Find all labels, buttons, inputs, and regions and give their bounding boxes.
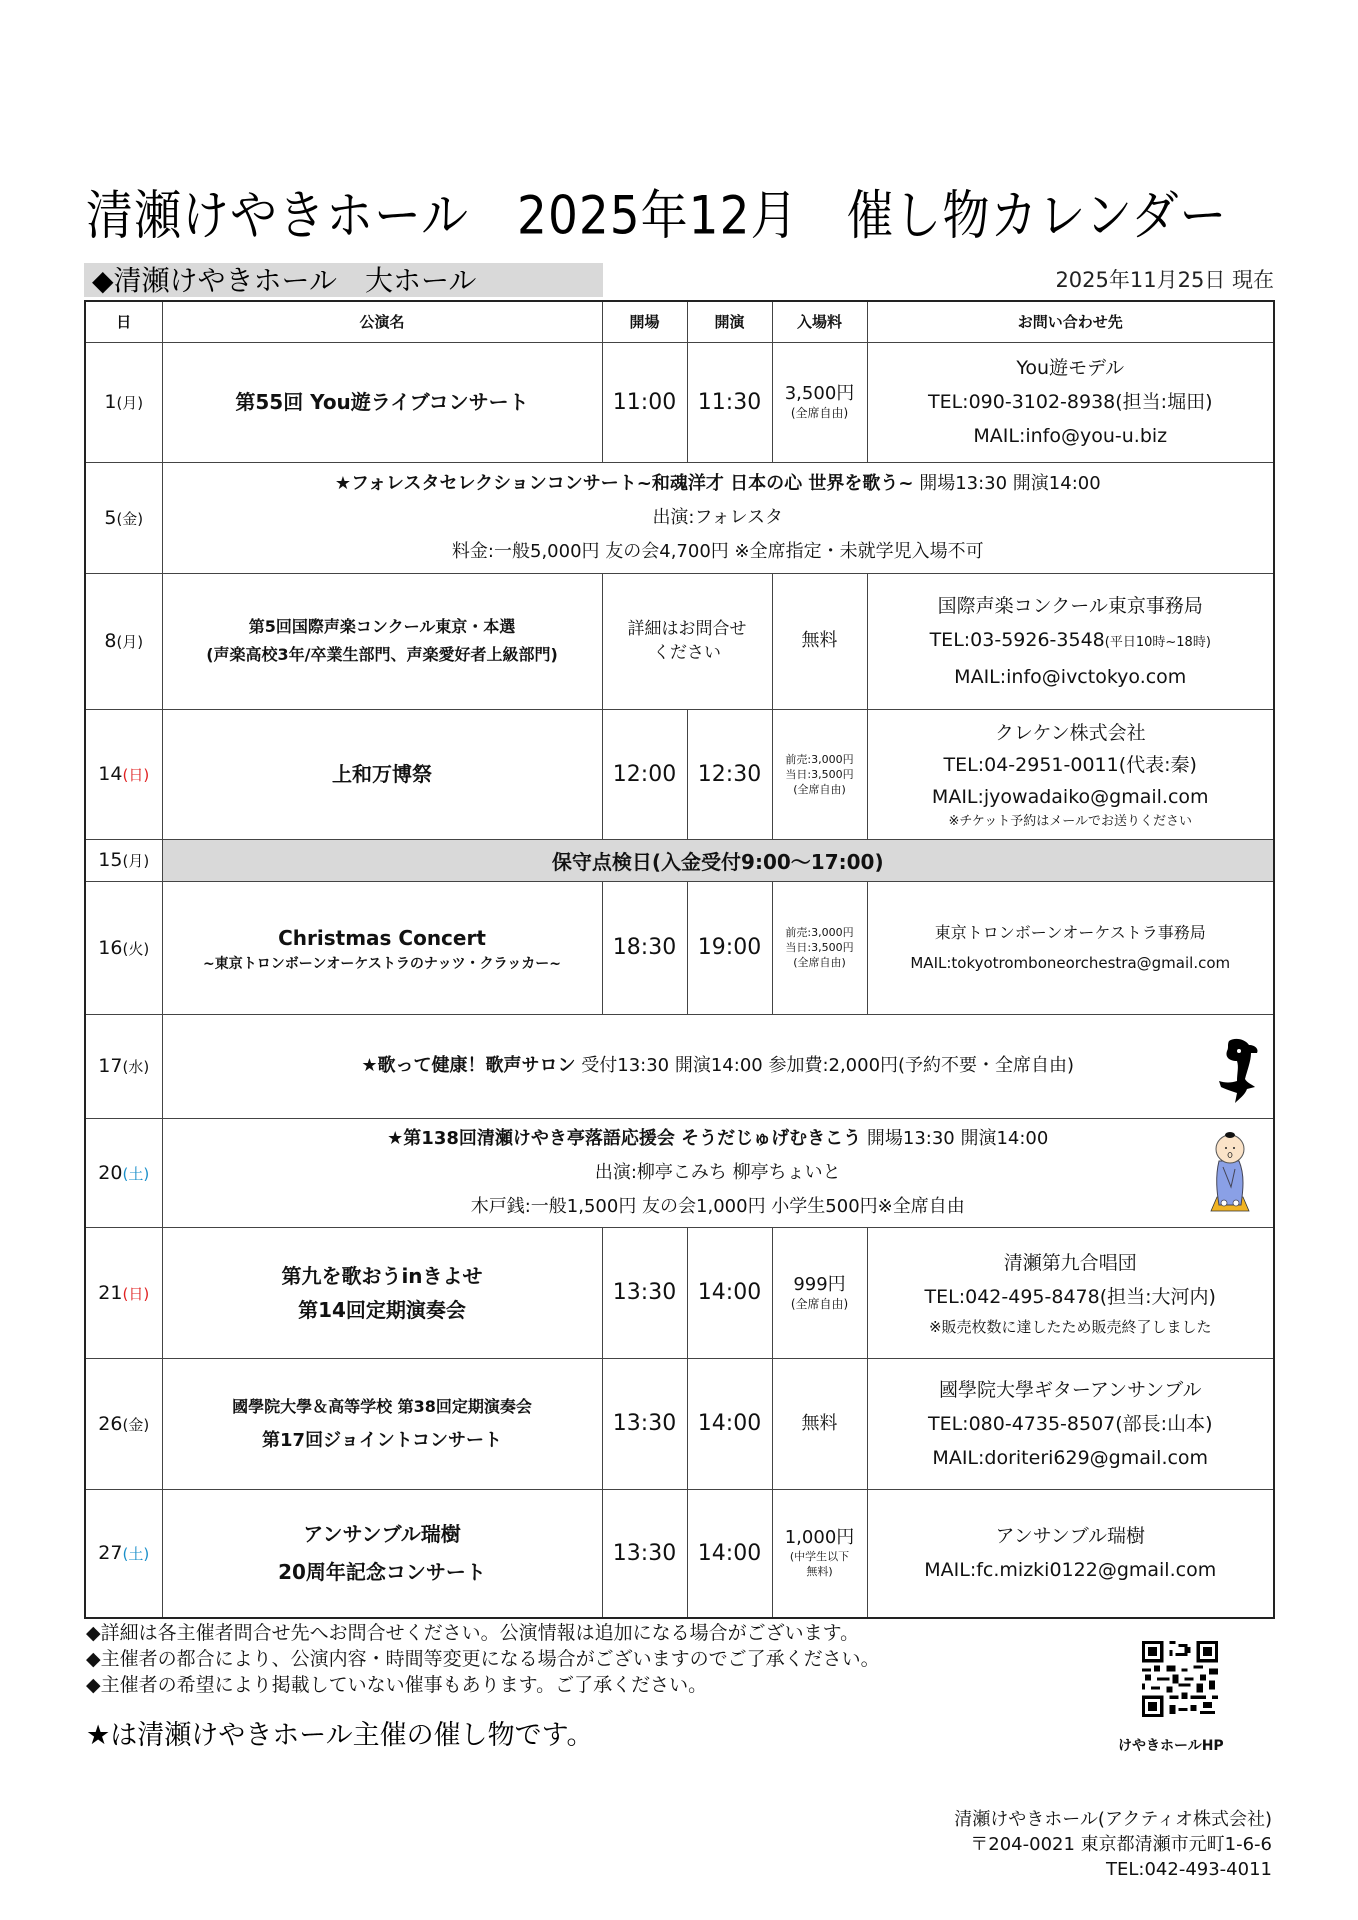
day-cell: 17(水) bbox=[85, 1014, 162, 1118]
header-title: 公演名 bbox=[162, 301, 602, 342]
contact-cell: 国際声楽コンクール東京事務局 TEL:03-5926-3548(平日10時~18時) MAIL:info@ivctokyo.com bbox=[867, 573, 1274, 709]
as-of-date: 2025年11月25日 現在 bbox=[1055, 268, 1274, 292]
notes-list bbox=[86, 1620, 880, 1698]
table-row bbox=[85, 839, 1274, 881]
header-fee: 入場料 bbox=[772, 301, 867, 342]
day-cell: 16(火) bbox=[85, 881, 162, 1014]
fee-cell: 999円 (全席自由) bbox=[772, 1227, 867, 1358]
event-title: 第九を歌おうinきよせ 第14回定期演奏会 bbox=[162, 1227, 602, 1358]
event-title: Christmas Concert ~東京トロンボーンオーケストラのナッツ・クラッカー~ bbox=[162, 881, 602, 1014]
section-title: ◆清瀬けやきホール 大ホール bbox=[92, 264, 477, 297]
note-item: ◆主催者の都合により、公演内容・時間等変更になる場合がございますのでご了承ください。 bbox=[86, 1648, 880, 1670]
event-title: 第5回国際声楽コンクール東京・本選 (声楽高校3年/卒業生部門、声楽愛好者上級部門) bbox=[162, 573, 602, 709]
day-cell: 20(土) bbox=[85, 1118, 162, 1227]
table-row bbox=[85, 462, 1274, 573]
day-cell: 8(月) bbox=[85, 573, 162, 709]
qr-code-icon[interactable] bbox=[1142, 1641, 1218, 1717]
event-calendar-table bbox=[84, 300, 1275, 1619]
fee-cell: 1,000円 (中学生以下 無料) bbox=[772, 1489, 867, 1618]
day-cell: 5(金) bbox=[85, 462, 162, 573]
rakugo-performer-icon bbox=[1209, 1127, 1251, 1215]
contact-cell: You遊モデル TEL:090-3102-8938(担当:堀田) MAIL:info@you-u.biz bbox=[867, 342, 1274, 462]
footer-contact bbox=[954, 1807, 1272, 1882]
event-title: 國學院大學＆高等学校 第38回定期演奏会 第17回ジョイントコンサート bbox=[162, 1358, 602, 1489]
event-span-cell: ★歌って健康！歌声サロン 受付13:30 開演14:00 参加費:2,000円(予約不要・全席自由) bbox=[162, 1014, 1274, 1118]
table-row bbox=[85, 881, 1274, 1014]
day-cell: 15(月) bbox=[85, 839, 162, 881]
open-time: 13:30 bbox=[602, 1227, 687, 1358]
footer-tel: TEL:042-493-4011 bbox=[1106, 1859, 1272, 1880]
event-title: アンサンブル瑞樹 20周年記念コンサート bbox=[162, 1489, 602, 1618]
table-header-row bbox=[85, 301, 1274, 342]
page-title: 清瀬けやきホール 2025年12月 催し物カレンダー bbox=[86, 185, 1228, 247]
fee-cell: 前売:3,000円 当日:3,500円 (全席自由) bbox=[772, 709, 867, 839]
header-day: 日 bbox=[85, 301, 162, 342]
open-time: 12:00 bbox=[602, 709, 687, 839]
contact-cell: 東京トロンボーンオーケストラ事務局 MAIL:tokyotromboneorchestra@gmail.com bbox=[867, 881, 1274, 1014]
header-start: 開演 bbox=[687, 301, 772, 342]
start-time: 14:00 bbox=[687, 1358, 772, 1489]
event-title: 上和万博祭 bbox=[162, 709, 602, 839]
table-row bbox=[85, 1118, 1274, 1227]
footer-org: 清瀬けやきホール(アクティオ株式会社) bbox=[954, 1809, 1272, 1830]
open-time: 18:30 bbox=[602, 881, 687, 1014]
event-span-cell: ★フォレスタセレクションコンサート~和魂洋才 日本の心 世界を歌う~ 開場13:30 開演14:00 出演:フォレスタ 料金:一般5,000円 友の会4,700円 ※全席指定・未就学児入場不可 bbox=[162, 462, 1274, 573]
day-cell: 1(月) bbox=[85, 342, 162, 462]
table-row bbox=[85, 1358, 1274, 1489]
table-row bbox=[85, 573, 1274, 709]
start-time: 11:30 bbox=[687, 342, 772, 462]
table-row bbox=[85, 1227, 1274, 1358]
fee-cell: 無料 bbox=[772, 1358, 867, 1489]
dragon-silhouette-icon bbox=[1215, 1037, 1259, 1103]
table-row bbox=[85, 342, 1274, 462]
start-time: 12:30 bbox=[687, 709, 772, 839]
table-row bbox=[85, 709, 1274, 839]
day-cell: 14(日) bbox=[85, 709, 162, 839]
open-time: 13:30 bbox=[602, 1489, 687, 1618]
header-contact: お問い合わせ先 bbox=[867, 301, 1274, 342]
note-item: ◆主催者の希望により掲載していない催事もあります。ご了承ください。 bbox=[86, 1674, 708, 1696]
contact-cell: アンサンブル瑞樹 MAIL:fc.mizki0122@gmail.com bbox=[867, 1489, 1274, 1618]
contact-cell: クレケン株式会社 TEL:04-2951-0011(代表:秦) MAIL:jyowadaiko@gmail.com ※チケット予約はメールでお送りください bbox=[867, 709, 1274, 839]
day-cell: 21(日) bbox=[85, 1227, 162, 1358]
contact-cell: 清瀬第九合唱団 TEL:042-495-8478(担当:大河内) ※販売枚数に達したため販売終了しました bbox=[867, 1227, 1274, 1358]
open-time: 13:30 bbox=[602, 1358, 687, 1489]
open-time: 11:00 bbox=[602, 342, 687, 462]
fee-cell: 無料 bbox=[772, 573, 867, 709]
event-span-cell: ★第138回清瀬けやき亭落語応援会 そうだじゅげむきこう 開場13:30 開演14:00 出演:柳亭こみち 柳亭ちょいと 木戸銭:一般1,500円 友の会1,000円 小学生500円※全席自由 bbox=[162, 1118, 1274, 1227]
fee-cell: 3,500円 (全席自由) bbox=[772, 342, 867, 462]
day-cell: 27(土) bbox=[85, 1489, 162, 1618]
time-detail-cell: 詳細はお問合せ ください bbox=[602, 573, 772, 709]
contact-cell: 國學院大學ギターアンサンブル TEL:080-4735-8507(部長:山本) MAIL:doriteri629@gmail.com bbox=[867, 1358, 1274, 1489]
start-time: 14:00 bbox=[687, 1489, 772, 1618]
qr-label: けやきホールHP bbox=[1118, 1738, 1224, 1754]
header-open: 開場 bbox=[602, 301, 687, 342]
fee-cell: 前売:3,000円 当日:3,500円 (全席自由) bbox=[772, 881, 867, 1014]
star-legend: ★は清瀬けやきホール主催の催し物です。 bbox=[86, 1720, 594, 1751]
event-title: 第55回 You遊ライブコンサート bbox=[162, 342, 602, 462]
note-item: ◆詳細は各主催者問合せ先へお問合せください。公演情報は追加になる場合がございます。 bbox=[86, 1622, 860, 1644]
footer-address: 〒204-0021 東京都清瀬市元町1-6-6 bbox=[970, 1834, 1272, 1855]
start-time: 14:00 bbox=[687, 1227, 772, 1358]
table-row bbox=[85, 1014, 1274, 1118]
maintenance-cell: 保守点検日(入金受付9:00～17:00) bbox=[162, 839, 1274, 881]
start-time: 19:00 bbox=[687, 881, 772, 1014]
table-row bbox=[85, 1489, 1274, 1618]
day-cell: 26(金) bbox=[85, 1358, 162, 1489]
section-header bbox=[84, 263, 603, 297]
